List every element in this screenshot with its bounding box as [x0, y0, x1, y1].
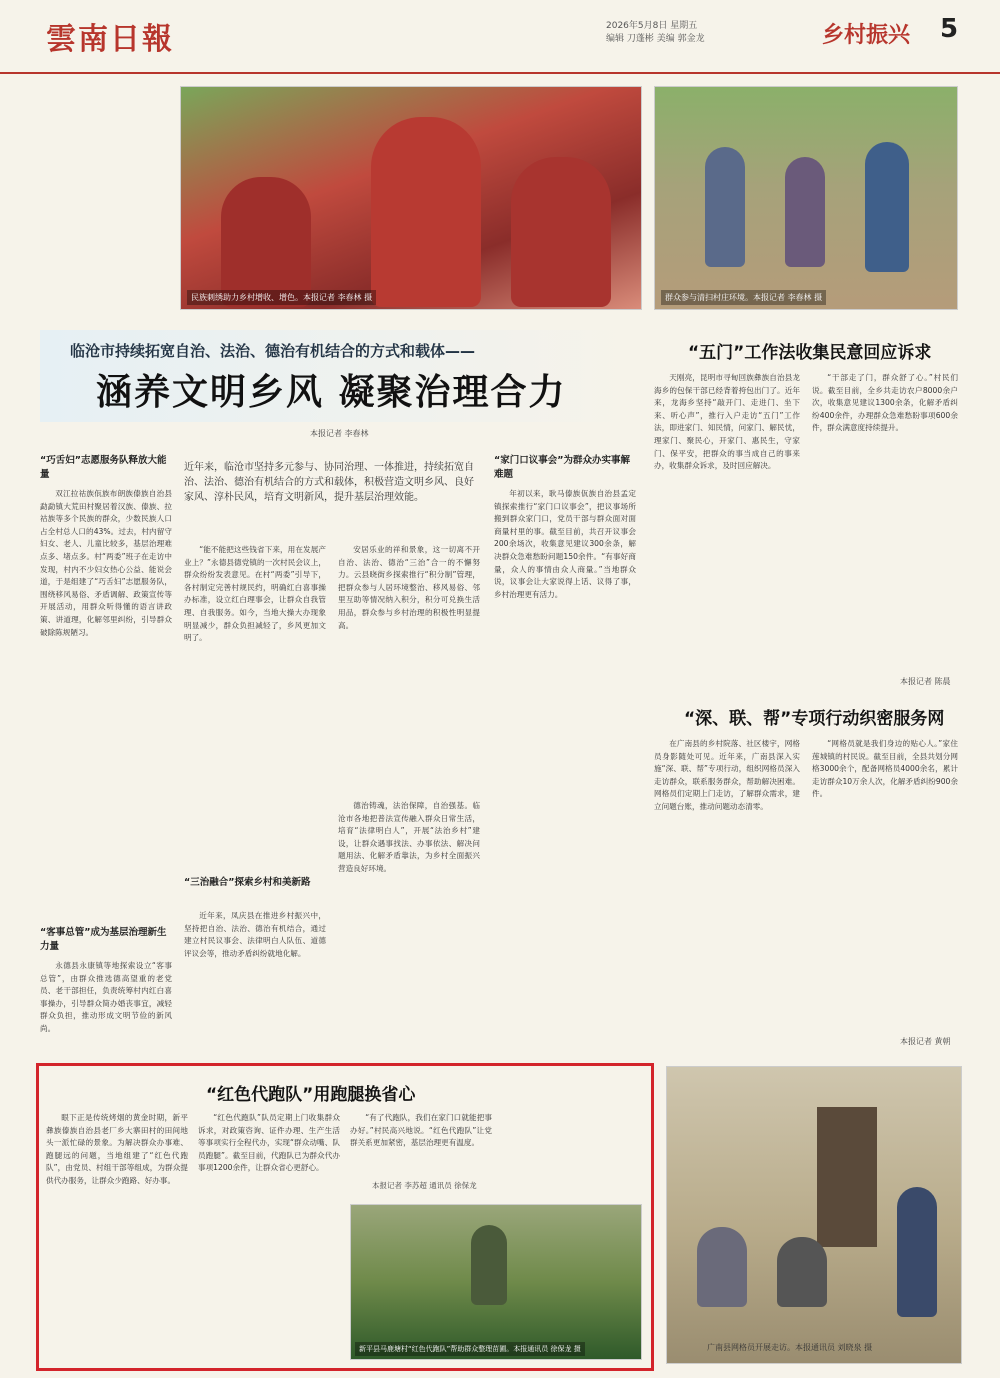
photo-caption: 广南县网格员开展走访。本报通讯员 刘晓泉 摄 — [707, 1343, 873, 1352]
photo-cleanup — [654, 86, 958, 310]
column-3b — [338, 800, 480, 1056]
photo-caption: 新平县马鹿塘村“红色代跑队”帮助群众整理苗圃。本报通讯员 徐保龙 摄 — [355, 1342, 585, 1356]
figure-sweeper-3 — [865, 142, 909, 272]
figure-worker — [471, 1225, 507, 1305]
article4-title: “红色代跑队”用跑腿换省心 — [206, 1085, 416, 1105]
subhead-2: “客事总管”成为基层治理新生力量 — [40, 927, 167, 952]
article4-column-1 — [46, 1112, 188, 1358]
paragraph: 永德县永康镇等地探索设立“客事总管”，由群众推选德高望重的老党员、老干部担任，负责统筹村内红白喜事操办，引导群众简办婚丧事宜，减轻群众负担，推动形成文明节俭的新风尚。 — [40, 961, 172, 1033]
article2-title: “五门”工作法收集民意回应诉求 — [688, 343, 932, 363]
figure-elder-1 — [697, 1227, 747, 1307]
paragraph: 天刚亮，昆明市寻甸回族彝族自治县龙海乡的包保干部已经背着挎包出门了。近年来，龙海乡坚持“敲开门、走进门、坐下来、听心声”，推行入户走访“五门”工作法，即进家门、知民情，问家门、解民忧，理家门、聚民心，开家门、惠民生，守家门、保平安，把群众的事当成自己的事来办，收集群众诉求，及时回应解决。 — [654, 373, 800, 471]
issue-date: 2026年5月8日 星期五 — [606, 21, 698, 31]
subhead-3: “三治融合”探索乡村和美新路 — [184, 877, 311, 888]
figure-elder-2 — [777, 1237, 827, 1307]
figure-grid-worker — [897, 1187, 937, 1317]
section-title: 乡村振兴 — [822, 23, 911, 48]
paragraph: “干部走了门，群众舒了心。”村民们说。截至目前，全乡共走访农户8000余户次，收集意见建议1300余条，化解矛盾纠纷400余件，办理群众急难愁盼事项600余件，群众满意度持续提升。 — [812, 373, 958, 433]
paragraph: 眼下正是传统烤烟的黄金时期，新平彝族傣族自治县老厂乡大寨田村的田间地头一派忙碌的景象。为解决群众办事难、跑腿远的问题，当地组建了“红色代跑队”，由党员、村组干部等组成，为群众提供代办服务，让群众少跑路、好办事。 — [46, 1113, 188, 1185]
photo-embroidery — [180, 86, 642, 310]
article4-byline: 本报记者 李苏超 通讯员 徐保龙 — [372, 1181, 477, 1190]
paragraph: 近年来，凤庆县在推进乡村振兴中，坚持把自治、法治、德治有机结合，通过建立村民议事会、法律明白人队伍、道德评议会等，推动矛盾纠纷就地化解。 — [184, 911, 326, 958]
main-title: 涵养文明乡风 凝聚治理合力 — [96, 371, 567, 413]
figure-woman-left — [221, 177, 311, 307]
article3-column-2 — [812, 738, 958, 1018]
page-number: 5 — [940, 14, 959, 44]
figure-woman-right — [511, 157, 611, 307]
main-byline: 本报记者 李春林 — [310, 429, 369, 438]
article3-byline: 本报记者 黄朝 — [900, 1037, 951, 1046]
column-4 — [494, 488, 636, 1056]
figure-sweeper-2 — [785, 157, 825, 267]
paragraph: 安居乐业的祥和景象，这一切离不开自治、法治、德治“三治”合一的不懈努力。云县晓街乡探索推行“积分制”管理，把群众参与人居环境整治、移风易俗、邻里互助等情况纳入积分，积分可兑换生活用品，群众参与乡村治理的积极性明显提高。 — [338, 545, 480, 630]
main-headline-block — [40, 330, 634, 422]
paragraph: 年初以来，耿马傣族佤族自治县孟定镇探索推行“家门口议事会”，把议事场所搬到群众家门口，党员干部与群众面对面商量村里的事。截至目前，共召开议事会200余场次，收集意见建议300余条，解决群众急难愁盼问题150余件。“有事好商量，众人的事情由众人商量。”当地群众说，议事会让大家说得上话、议得了事，乡村治理更有活力。 — [494, 489, 636, 599]
article2-column-2 — [812, 372, 958, 672]
article4-column-3 — [350, 1112, 492, 1172]
photo-caption: 群众参与清扫村庄环境。本报记者 李春林 摄 — [661, 290, 826, 305]
main-kicker: 临沧市持续拓宽自治、法治、德治有机结合的方式和载体—— — [70, 342, 476, 360]
photo-nursery — [350, 1204, 642, 1360]
paragraph: 德治铸魂，法治保障，自治强基。临沧市各地把普法宣传融入群众日常生活，培育“法律明白人”，开展“法治乡村”建设，让群众遇事找法、办事依法、解决问题用法、化解矛盾靠法，为乡村全面振兴营造良好环境。 — [338, 801, 480, 873]
paragraph: “有了代跑队，我们在家门口就能把事办好。”村民高兴地说。“红色代跑队”让党群关系更加紧密，基层治理更有温度。 — [350, 1113, 492, 1148]
article4-column-2 — [198, 1112, 340, 1210]
main-lead: 近年来，临沧市坚持多元参与、协同治理、一体推进，持续拓宽自治、法治、德治有机结合的方式和载体，积极营造文明乡风、良好家风、淳朴民风，培育文明新风，提升基层治理效能。 — [184, 462, 474, 503]
article2-byline: 本报记者 陈晨 — [900, 677, 951, 686]
subhead-4: “家门口议事会”为群众办实事解难题 — [494, 455, 630, 480]
figure-sweeper-1 — [705, 147, 745, 267]
paragraph: 在广南县的乡村院落、社区楼宇，网格员身影随处可见。近年来，广南县深入实施“深、联、帮”专项行动，组织网格员深入走访群众，联系服务群众，帮助解决困难。网格员们定期上门走访，了解群众需求，建立问题台账，推动问题动态清零。 — [654, 739, 800, 811]
doorway — [817, 1107, 877, 1247]
issue-meta — [606, 20, 705, 46]
subhead-1: “巧舌妇”志愿服务队释放大能量 — [40, 455, 167, 480]
column-1 — [40, 488, 172, 918]
editors: 编辑 刀蓬彬 美编 郭金龙 — [606, 34, 705, 44]
paragraph: 双江拉祜族佤族布朗族傣族自治县勐勐镇大荒田村聚居着汉族、傣族、拉祜族等多个民族的群众，少数民族人口占全村总人口的43%。过去，村内留守妇女、老人、儿童比较多，基层治理难点多、堵点多。村“两委”班子在走访中发现，村内不少妇女热心公益、能说会道，于是组建了“巧舌妇”志愿服务队，围绕移风易俗、矛盾调解、政策宣传等开展活动，用群众听得懂的语言讲政策、讲道理，化解邻里纠纷，引导群众破除陈规陋习。 — [40, 489, 172, 637]
article2-column-1 — [654, 372, 800, 692]
paragraph: “红色代跑队”队员定期上门收集群众诉求，对政策咨询、证件办理、生产生活等事项实行全程代办，实现“群众动嘴、队员跑腿”。截至目前，代跑队已为群众代办事项1200余件，让群众省心更舒心。 — [198, 1113, 340, 1173]
photo-caption: 民族刺绣助力乡村增收、增色。本报记者 李春林 摄 — [187, 290, 376, 305]
column-2 — [184, 544, 326, 874]
photo-grid-visit — [666, 1066, 962, 1364]
newspaper-logo: 雲南日報 — [46, 22, 174, 57]
paragraph: “网格员就是我们身边的贴心人。”家住莲城镇的村民说。截至目前，全县共划分网格3000余个，配备网格员4000余名，累计走访群众10万余人次，化解矛盾纠纷900余件。 — [812, 739, 958, 799]
article3-title: “深、联、帮”专项行动织密服务网 — [684, 709, 945, 729]
column-3 — [338, 544, 480, 794]
column-2b — [184, 910, 326, 1056]
paragraph: “能不能把这些钱省下来，用在发展产业上？”永德县德党镇的一次村民会议上，群众纷纷发表意见。在村“两委”引导下，各村制定完善村规民约，明确红白喜事操办标准，设立红白理事会，让群众自我管理、自我服务。如今，当地大操大办现象明显减少，群众负担减轻了，乡风更加文明了。 — [184, 545, 326, 643]
article3-column-1 — [654, 738, 800, 1038]
column-1b — [40, 960, 172, 1056]
figure-woman-center — [371, 117, 481, 307]
